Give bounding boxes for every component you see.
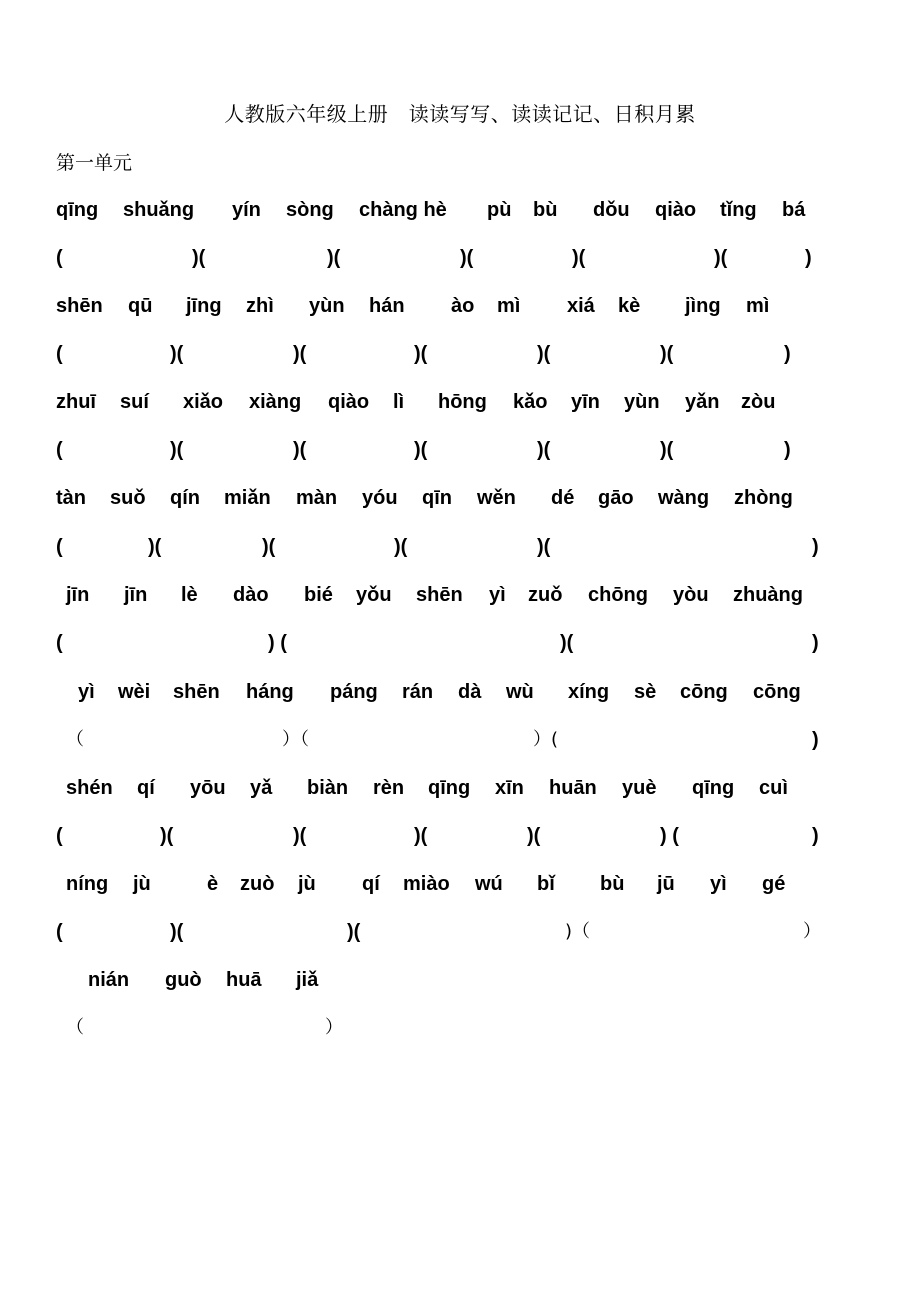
pinyin-syllable: cōng <box>753 681 801 703</box>
pinyin-syllable: zhuī <box>56 391 96 413</box>
answer-bracket: )( <box>170 921 184 943</box>
pinyin-syllable: qīng <box>692 777 735 799</box>
answer-bracket: )( <box>293 825 307 847</box>
answer-bracket: ) <box>784 439 791 461</box>
pinyin-syllable: sè <box>634 681 657 703</box>
pinyin-syllable: bǐ <box>537 873 555 895</box>
answer-bracket: ）（ <box>282 729 309 750</box>
pinyin-syllable: jiǎ <box>296 969 319 991</box>
pinyin-syllable: huā <box>226 969 262 991</box>
pinyin-syllable: wèi <box>118 681 151 703</box>
pinyin-syllable: miào <box>403 873 450 895</box>
answer-bracket: )( <box>527 825 541 847</box>
answer-bracket: （ <box>66 729 84 750</box>
answer-bracket: ) <box>812 536 819 558</box>
answer-bracket: ）( <box>533 729 559 750</box>
answer-bracket: )（ <box>565 921 591 942</box>
answer-bracket: ) <box>812 632 819 654</box>
answer-bracket: ( <box>56 921 63 943</box>
answer-bracket: ) <box>805 247 812 269</box>
pinyin-syllable: bù <box>533 199 558 221</box>
answer-bracket-row <box>0 728 920 758</box>
pinyin-row <box>0 198 920 228</box>
pinyin-syllable: zhòng <box>734 487 793 509</box>
answer-bracket: )( <box>347 921 361 943</box>
pinyin-syllable: wàng <box>658 487 710 509</box>
pinyin-syllable: bù <box>600 873 625 895</box>
pinyin-syllable: è <box>207 873 219 895</box>
pinyin-syllable: màn <box>296 487 338 509</box>
pinyin-syllable: shēn <box>173 681 220 703</box>
pinyin-syllable: qí <box>362 873 380 895</box>
answer-bracket: )( <box>660 343 674 365</box>
answer-bracket-row <box>0 824 920 854</box>
pinyin-syllable: wú <box>475 873 503 895</box>
pinyin-syllable: huān <box>549 777 597 799</box>
pinyin-row <box>0 968 920 998</box>
pinyin-syllable: háng <box>246 681 294 703</box>
answer-bracket: )( <box>414 439 428 461</box>
pinyin-syllable: yùn <box>309 295 345 317</box>
answer-bracket: )( <box>537 343 551 365</box>
pinyin-syllable: yǎ <box>250 777 273 799</box>
answer-bracket-row <box>0 920 920 950</box>
pinyin-syllable: xíng <box>568 681 610 703</box>
pinyin-row <box>0 872 920 902</box>
pinyin-syllable: zuǒ <box>528 584 563 606</box>
answer-bracket: ( <box>56 536 63 558</box>
pinyin-syllable: ào <box>451 295 475 317</box>
answer-bracket: )( <box>460 247 474 269</box>
pinyin-syllable: shén <box>66 777 113 799</box>
pinyin-syllable: jù <box>298 873 316 895</box>
answer-bracket: )( <box>537 439 551 461</box>
pinyin-syllable: shuǎng <box>123 199 195 221</box>
answer-bracket: )( <box>148 536 162 558</box>
pinyin-row <box>0 390 920 420</box>
pinyin-syllable: yuè <box>622 777 657 799</box>
pinyin-syllable: rán <box>402 681 434 703</box>
pinyin-syllable: dǒu <box>593 199 630 221</box>
answer-bracket-row <box>0 342 920 372</box>
answer-bracket: ) <box>784 343 791 365</box>
pinyin-syllable: tàn <box>56 487 86 509</box>
answer-bracket: )( <box>572 247 586 269</box>
pinyin-syllable: jìng <box>685 295 721 317</box>
page-title: 人教版六年级上册 读读写写、读读记记、日积月累 <box>224 102 696 126</box>
pinyin-syllable: lè <box>181 584 198 606</box>
answer-bracket-row <box>0 438 920 468</box>
pinyin-syllable: yín <box>232 199 261 221</box>
pinyin-syllable: yì <box>710 873 727 895</box>
answer-bracket: )( <box>394 536 408 558</box>
answer-bracket: （ <box>66 1017 84 1038</box>
pinyin-syllable: shēn <box>416 584 463 606</box>
pinyin-syllable: jīn <box>66 584 90 606</box>
pinyin-syllable: qīng <box>428 777 471 799</box>
pinyin-syllable: kè <box>618 295 641 317</box>
pinyin-syllable: yóu <box>362 487 398 509</box>
pinyin-syllable: yīn <box>571 391 600 413</box>
answer-bracket: ( <box>56 439 63 461</box>
answer-bracket: )( <box>714 247 728 269</box>
pinyin-syllable: qiào <box>655 199 697 221</box>
answer-bracket: )( <box>293 439 307 461</box>
pinyin-syllable: hán <box>369 295 405 317</box>
pinyin-row <box>0 776 920 806</box>
pinyin-syllable: kǎo <box>513 391 548 413</box>
answer-bracket: )( <box>293 343 307 365</box>
pinyin-syllable: cōng <box>680 681 728 703</box>
answer-bracket: )( <box>160 825 174 847</box>
pinyin-syllable: dà <box>458 681 482 703</box>
answer-bracket: )( <box>660 439 674 461</box>
pinyin-syllable: wù <box>506 681 534 703</box>
answer-bracket: ( <box>56 632 63 654</box>
pinyin-syllable: gāo <box>598 487 634 509</box>
answer-bracket: )( <box>170 439 184 461</box>
pinyin-syllable: xiá <box>567 295 595 317</box>
pinyin-syllable: jù <box>133 873 151 895</box>
pinyin-syllable: zhì <box>246 295 274 317</box>
pinyin-syllable: páng <box>330 681 378 703</box>
pinyin-syllable: rèn <box>373 777 405 799</box>
pinyin-syllable: níng <box>66 873 109 895</box>
pinyin-syllable: sòng <box>286 199 334 221</box>
pinyin-syllable: gé <box>762 873 786 895</box>
unit-heading: 第一单元 <box>56 152 133 174</box>
answer-bracket: ) ( <box>268 632 287 654</box>
pinyin-syllable: cuì <box>759 777 788 799</box>
pinyin-syllable: tǐng <box>720 199 757 221</box>
pinyin-row <box>0 583 920 613</box>
answer-bracket: )( <box>537 536 551 558</box>
pinyin-syllable: shēn <box>56 295 103 317</box>
pinyin-syllable: suí <box>120 391 149 413</box>
pinyin-syllable: yì <box>489 584 506 606</box>
answer-bracket: )( <box>327 247 341 269</box>
answer-bracket: ( <box>56 343 63 365</box>
pinyin-syllable: xīn <box>495 777 524 799</box>
pinyin-syllable: yòu <box>673 584 709 606</box>
pinyin-syllable: jīng <box>186 295 222 317</box>
pinyin-syllable: bié <box>304 584 333 606</box>
pinyin-syllable: yǒu <box>356 584 392 606</box>
pinyin-syllable: zuò <box>240 873 275 895</box>
pinyin-syllable: yǎn <box>685 391 720 413</box>
pinyin-syllable: dào <box>233 584 269 606</box>
pinyin-syllable: qīng <box>56 199 99 221</box>
answer-bracket: ( <box>56 825 63 847</box>
answer-bracket: ( <box>56 247 63 269</box>
pinyin-syllable: yùn <box>624 391 660 413</box>
pinyin-syllable: pù <box>487 199 512 221</box>
answer-bracket-row <box>0 1016 920 1046</box>
pinyin-syllable: biàn <box>307 777 349 799</box>
pinyin-syllable: qí <box>137 777 155 799</box>
pinyin-syllable: lì <box>393 391 405 413</box>
pinyin-syllable: wěn <box>477 487 516 509</box>
pinyin-syllable: yōu <box>190 777 226 799</box>
answer-bracket: )( <box>262 536 276 558</box>
answer-bracket: )( <box>560 632 574 654</box>
answer-bracket: ) <box>812 825 819 847</box>
pinyin-syllable: qū <box>128 295 153 317</box>
answer-bracket: ) ( <box>660 825 679 847</box>
pinyin-syllable: suǒ <box>110 487 146 509</box>
answer-bracket: ） <box>325 1017 343 1038</box>
pinyin-syllable: chàng hè <box>359 199 447 221</box>
pinyin-syllable: qīn <box>422 487 452 509</box>
answer-bracket-row <box>0 246 920 276</box>
pinyin-syllable: mì <box>746 295 770 317</box>
answer-bracket: )( <box>414 343 428 365</box>
answer-bracket: ） <box>803 921 821 942</box>
pinyin-syllable: qín <box>170 487 200 509</box>
pinyin-syllable: bá <box>782 199 806 221</box>
pinyin-syllable: miǎn <box>224 487 271 509</box>
answer-bracket: )( <box>170 343 184 365</box>
pinyin-row <box>0 294 920 324</box>
pinyin-syllable: xiàng <box>249 391 302 413</box>
pinyin-syllable: jīn <box>124 584 148 606</box>
pinyin-syllable: jū <box>657 873 675 895</box>
pinyin-syllable: hōng <box>438 391 487 413</box>
pinyin-syllable: zòu <box>741 391 776 413</box>
pinyin-syllable: guò <box>165 969 202 991</box>
answer-bracket: ) <box>812 729 819 751</box>
answer-bracket-row <box>0 631 920 661</box>
pinyin-syllable: xiǎo <box>183 391 224 413</box>
pinyin-syllable: dé <box>551 487 575 509</box>
pinyin-syllable: zhuàng <box>733 584 803 606</box>
pinyin-row <box>0 486 920 516</box>
pinyin-syllable: nián <box>88 969 130 991</box>
pinyin-syllable: mì <box>497 295 521 317</box>
answer-bracket-row <box>0 535 920 565</box>
pinyin-row <box>0 680 920 710</box>
pinyin-syllable: yì <box>78 681 95 703</box>
pinyin-syllable: chōng <box>588 584 648 606</box>
answer-bracket: )( <box>414 825 428 847</box>
answer-bracket: )( <box>192 247 206 269</box>
pinyin-syllable: qiào <box>328 391 370 413</box>
